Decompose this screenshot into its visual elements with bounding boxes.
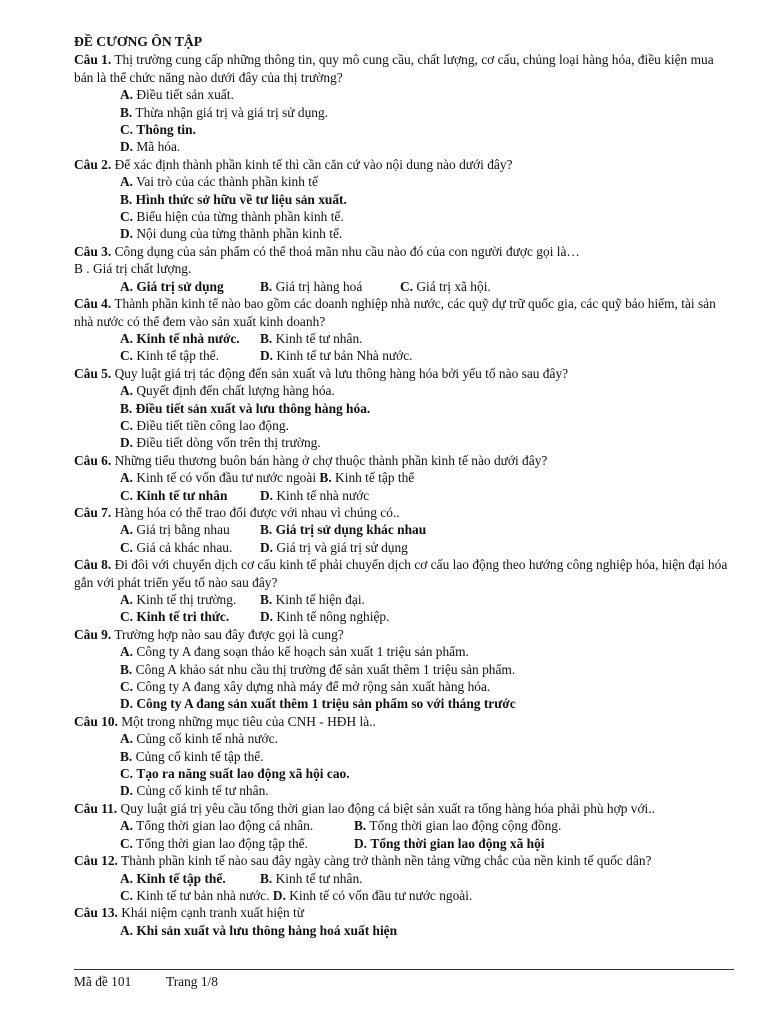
page-footer [74,969,734,990]
option-c: C. Kinh tế tri thức. [120,609,230,625]
option-c: C. Điều tiết tiền công lao động. [120,417,289,433]
question-number: Câu 12. [74,853,118,869]
option-b: B. Điều tiết sản xuất và lưu thông hàng hóa. [120,400,371,416]
option-a: A. Kinh tế có vốn đầu tư nước ngoài [120,470,317,486]
option-d: D. Điều tiết dòng vốn trên thị trường. [120,435,321,451]
option-c: C. Giá cả khác nhau. [120,539,233,555]
option-a: A. Công ty A đang soạn thảo kế hoạch sản xuất 1 triệu sản phẩm. [120,644,469,660]
correct-answer: Giá trị sử dụng [136,278,224,294]
option-c: C. Kinh tế tập thể. [120,348,219,364]
question-text: Để xác định thành phần kinh tế thì cần căn cứ vào nội dung nào dưới đây? [111,156,513,172]
options-row [74,469,734,486]
question-text: Đi đôi với chuyển dịch cơ cấu kinh tế phải chuyển dịch cơ cấu lao động theo hướng công nghiệp hóa, hiện đại hóa gắn với phát triển yếu tố nào sau đây? [74,557,728,590]
question-text: Những tiểu thương buôn bán hàng ở chợ thuộc thành phần kinh tế nào dưới đây? [111,452,548,468]
option-c: C. Thông tin. [120,122,196,138]
options-row [74,330,734,347]
option-b: B. Giá trị hàng hoá [260,278,363,294]
question-text: Quy luật giá trị yêu cầu tổng thời gian lao động cá biệt sản xuất ra tổng hàng hóa phải phù hợp với.. [117,800,655,816]
question-number: Câu 6. [74,452,112,468]
option-d: D. Giá trị và giá trị sử dụng [260,539,408,555]
question-number: Câu 10. [74,713,118,729]
option-c: C. Tổng thời gian lao động tập thể. [120,835,308,851]
option-b: B. Tổng thời gian lao động cộng đồng. [354,818,562,834]
question-number: Câu 5. [74,365,112,381]
option-d: D. Kinh tế tư bản Nhà nước. [260,348,413,364]
option-a: A. Điều tiết sản xuất. [120,87,234,103]
question-number: Câu 11. [74,800,118,816]
option-c: C. Giá trị xã hội. [400,278,491,294]
option-b: B. Củng cố kinh tế tập thể. [120,748,264,764]
question-text: Khái niệm cạnh tranh xuất hiện từ [117,905,305,921]
question-text: Một trong những mục tiêu của CNH - HĐH là.. [117,713,376,729]
question-number: Câu 4. [74,296,112,312]
options-row [74,835,734,852]
option-d: D. Nội dung của từng thành phần kinh tế. [120,226,343,242]
option-d: D. Tổng thời gian lao động xã hội [354,835,545,851]
option-d: D. Công ty A đang sản xuất thêm 1 triệu sản phẩm so với tháng trước [120,696,516,712]
options-row [74,608,734,625]
option-c: C. Tạo ra năng suất lao động xã hội cao. [120,766,350,782]
question-8 [74,556,734,591]
option-c: C. Công ty A đang xây dựng nhà máy để mở rộng sản xuất hàng hóa. [120,679,491,695]
option-a: A. Kinh tế tập thể. [120,870,226,886]
options-row [74,278,734,295]
page-number: Trang 1/8 [166,974,218,989]
question-text: Quy luật giá trị tác động đến sản xuất và lưu thông hàng hóa bởi yếu tố nào sau đây? [111,365,569,381]
correct-answer: Điều tiết sản xuất và lưu thông hàng hóa. [135,400,371,416]
document-content [74,33,734,939]
option-a: A. Củng cố kinh tế nhà nước. [120,731,278,747]
question-number: Câu 13. [74,905,118,921]
option-b: B. Hình thức sở hữu về tư liệu sản xuất. [120,191,347,207]
question-7 [74,504,734,521]
option-a: A. Giá trị sử dụng [120,278,224,294]
option-b: B. Giá trị sử dụng khác nhau [260,522,427,538]
question-text: Thành phần kinh tế nào bao gồm các doanh nghiệp nhà nước, các quỹ dự trữ quốc gia, các quỹ bảo hiểm, tài sản nhà nước có thể đem vào sản xuất kinh doanh? [74,296,716,329]
correct-answer: Kinh tế tư nhân [136,487,228,503]
question-number: Câu 8. [74,557,112,573]
option-b: B. Kinh tế tư nhân. [260,330,363,346]
question-text: Thị trường cung cấp những thông tin, quy mô cung cầu, chất lượng, cơ cấu, chủng loại hàng hóa, điều kiện mua bán là thể chức năng nào dưới đây của thị trường? [74,52,714,85]
option-d: D. Củng cố kinh tế tư nhân. [120,783,269,799]
option-b: B. Thừa nhận giá trị và giá trị sử dụng. [120,104,329,120]
question-10 [74,713,734,730]
option-d: D. Kinh tế nhà nước [260,487,370,503]
option-a: A. Khi sản xuất và lưu thông hàng hoá xuất hiện [120,922,398,938]
option-extra: B . Giá trị chất lượng. [74,261,192,277]
option-a: A. Giá trị bằng nhau [120,522,230,538]
option-a: A. Vai trò của các thành phần kinh tế [120,174,318,190]
correct-answer: Tổng thời gian lao động xã hội [370,835,545,851]
options-row [74,347,734,364]
question-number: Câu 7. [74,504,112,520]
correct-answer: Thông tin. [136,122,196,138]
question-number: Câu 3. [74,243,112,259]
options-row [74,487,734,504]
option-c: C. Kinh tế tư nhân [120,487,228,503]
correct-answer: Kinh tế nhà nước. [136,330,240,346]
option-b: B. Công A khảo sát nhu cầu thị trường để sản xuất thêm 1 triệu sản phẩm. [120,661,516,677]
question-number: Câu 2. [74,156,112,172]
correct-answer: Giá trị sử dụng khác nhau [275,522,427,538]
option-b: B. Kinh tế tư nhân. [260,870,363,886]
option-a: A. Quyết định đến chất lượng hàng hóa. [120,383,335,399]
option-d: D. Mã hóa. [120,139,181,155]
question-9 [74,626,734,643]
options-row [74,539,734,556]
correct-answer: Kinh tế tri thức. [136,609,230,625]
question-number: Câu 1. [74,52,112,68]
question-2 [74,156,734,173]
options-row [74,887,734,904]
option-c: C. Biểu hiện của từng thành phần kinh tế. [120,209,344,225]
question-1 [74,51,734,86]
correct-answer: Tạo ra năng suất lao động xã hội cao. [136,766,350,782]
options-row [74,591,734,608]
question-4 [74,295,734,330]
question-text: Thành phần kinh tế nào sau đây ngày càng trở thành nền tảng vững chắc của nền kinh tế quốc dân? [117,853,652,869]
question-text: Công dụng của sản phẩm có thể thoả mãn nhu cầu nào đó của con người được gọi là… [111,243,580,259]
options-row [74,817,734,834]
correct-answer: Công ty A đang sản xuất thêm 1 triệu sản phẩm so với tháng trước [136,696,516,712]
options-row [74,521,734,538]
correct-answer: Hình thức sở hữu về tư liệu sản xuất. [135,191,347,207]
option-c: C. Kinh tế tư bản nhà nước. [120,887,270,903]
option-d: D. Kinh tế nông nghiệp. [260,609,390,625]
question-number: Câu 9. [74,626,112,642]
question-12 [74,852,734,869]
question-11 [74,800,734,817]
option-d: D. Kinh tế có vốn đầu tư nước ngoài. [272,887,473,903]
option-b: B. Kinh tế hiện đại. [260,592,365,607]
option-a: A. Kinh tế nhà nước. [120,330,240,346]
option-b: B. Kinh tế tập thể [319,470,415,486]
correct-answer: Khi sản xuất và lưu thông hàng hoá xuất hiện [136,922,398,938]
options-row [74,870,734,887]
correct-answer: Kinh tế tập thể. [136,870,226,886]
exam-code: Mã đề 101 [74,974,132,989]
question-13 [74,904,734,921]
option-a: A. Tổng thời gian lao động cá nhân. [120,818,314,834]
document-title: ĐỀ CƯƠNG ÔN TẬP [74,34,203,49]
question-3 [74,243,734,260]
question-text: Hàng hóa có thể trao đổi được với nhau vì chúng có.. [111,504,400,520]
question-text: Trường hợp nào sau đây được gọi là cung? [111,626,344,642]
question-5 [74,365,734,382]
question-6 [74,452,734,469]
option-a: A. Kinh tế thị trường. [120,592,237,607]
